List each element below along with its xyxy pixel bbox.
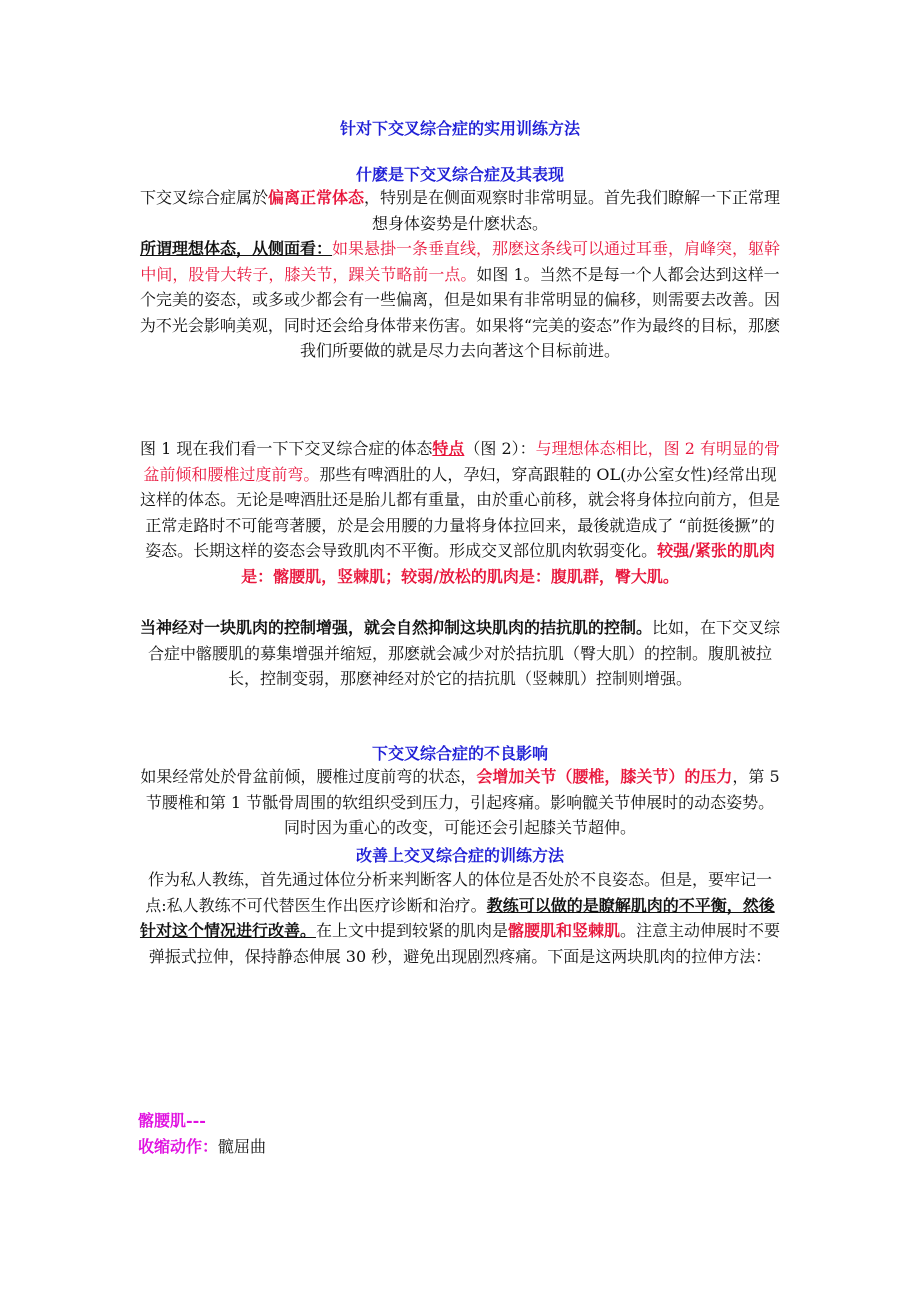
effects-text-rest: ，第 5 节腰椎和第 1 节骶骨周围的软组织受到压力，引起疼痛。影响髋关节伸展时的动态姿势。同时因为重心的改变，可能还会引起膝关节超伸。 [145,767,780,837]
paragraph-training [138,867,782,969]
training-text-rest: 。注意主动伸展时不要弹振式拉伸，保持静态伸展 30 秒，避免出现剧烈疼痛。下面是这两块肌肉的拉伸方法： [148,921,781,966]
muscle-label: 髂腰肌--- [138,1111,206,1130]
training-muscles: 髂腰肌和竖棘肌 [508,921,621,940]
paragraph-neural-control [138,615,782,692]
action-label: 收缩动作： [138,1136,219,1156]
features-comparison: 与理想体态相比，图 2 有明显的骨盆前倾和腰椎过度前弯。 [143,439,780,484]
effects-text: 如果经常处於骨盆前倾，腰椎过度前弯的状态， [140,767,477,786]
paragraph-features [138,436,782,589]
document-title: 针对下交叉综合症的实用训练方法 [339,119,580,138]
neural-control-lead: 当神经对一块肌肉的控制增强，就会自然抑制这块肌肉的拮抗肌的控制。 [139,618,652,637]
training-text: 作为私人教练，首先通过体位分析来判断客人的体位是否处於不良姿态。但是，要牢记一点:私人教练不可代替医生作出医疗诊断和治疗。 [145,870,772,915]
ideal-posture-line: 如果悬掛一条垂直线，那麽这条线可以通过耳垂，肩峰突，躯幹中间，股骨大转子，膝关节，踝关节略前一点。 [140,239,781,284]
intro-text: 下交叉综合症属於 [139,188,268,207]
effects-highlight: 会增加关节（腰椎，膝关节）的压力 [476,767,733,786]
paragraph-intro [138,185,782,236]
training-highlight: 教练可以做的是瞭解肌肉的不平衡，然後针对这个情况进行改善。 [139,895,775,940]
features-fig: （图 2）： [464,439,536,458]
paragraph-effects [138,764,782,841]
intro-text-rest: ，特别是在侧面观察时非常明显。首先我们瞭解一下正常理想身体姿势是什麽状态。 [364,188,781,233]
features-description: 那些有啤酒肚的人，孕妇，穿高跟鞋的 OL(办公室女性)经常出现这样的体态。无论是啤酒肚还是胎儿都有重量，由於重心前移，就会将身体拉向前方，但是正常走路时不可能弯著腰，於是会用腰的力量将身体拉回来，最後就造成了 “前挺後撅”的姿态。长期这样的姿态会导致肌肉不平衡。形成交叉部位肌肉软弱变化。 [139,464,780,560]
neural-control-text: 比如，在下交叉综合症中髂腰肌的募集增强并缩短，那麽就会减少对於拮抗肌（臀大肌）的控制。腹肌被拉长，控制变弱，那麽神经对於它的拮抗肌（竖棘肌）控制则增强。 [147,618,781,688]
section-title-definition: 什麽是下交叉综合症及其表现 [355,165,564,184]
features-text: 图 1 现在我们看一下下交叉综合症的体态 [139,439,433,458]
ideal-posture-text: 如图 1。当然不是每一个人都会达到这样一个完美的姿态，或多或少都会有一些偏离，但是如果有非常明显的偏移，则需要去改善。因为不光会影响美观，同时还会给身体带来伤害。如果将“完美的姿态”作为最终的目标，那麽我们所要做的就是尽力去向著这个目标前进。 [139,264,781,360]
intro-highlight: 偏离正常体态 [267,188,364,207]
section-title-training: 改善上交叉综合症的训练方法 [355,846,564,865]
ideal-posture-lead: 所谓理想体态，从侧面看： [139,239,332,258]
features-muscles: 较强/紧张的肌肉是：髂腰肌，竖棘肌；较弱/放松的肌肉是：腹肌群，臀大肌。 [241,541,775,586]
features-highlight: 特点 [432,439,465,458]
paragraph-ideal-posture [138,236,782,364]
action-value: 髋屈曲 [218,1136,267,1156]
training-text-mid: 在上文中提到较紧的肌肉是 [315,921,508,940]
section-title-effects: 下交叉综合症的不良影响 [371,744,548,763]
muscle-section [138,1108,782,1159]
